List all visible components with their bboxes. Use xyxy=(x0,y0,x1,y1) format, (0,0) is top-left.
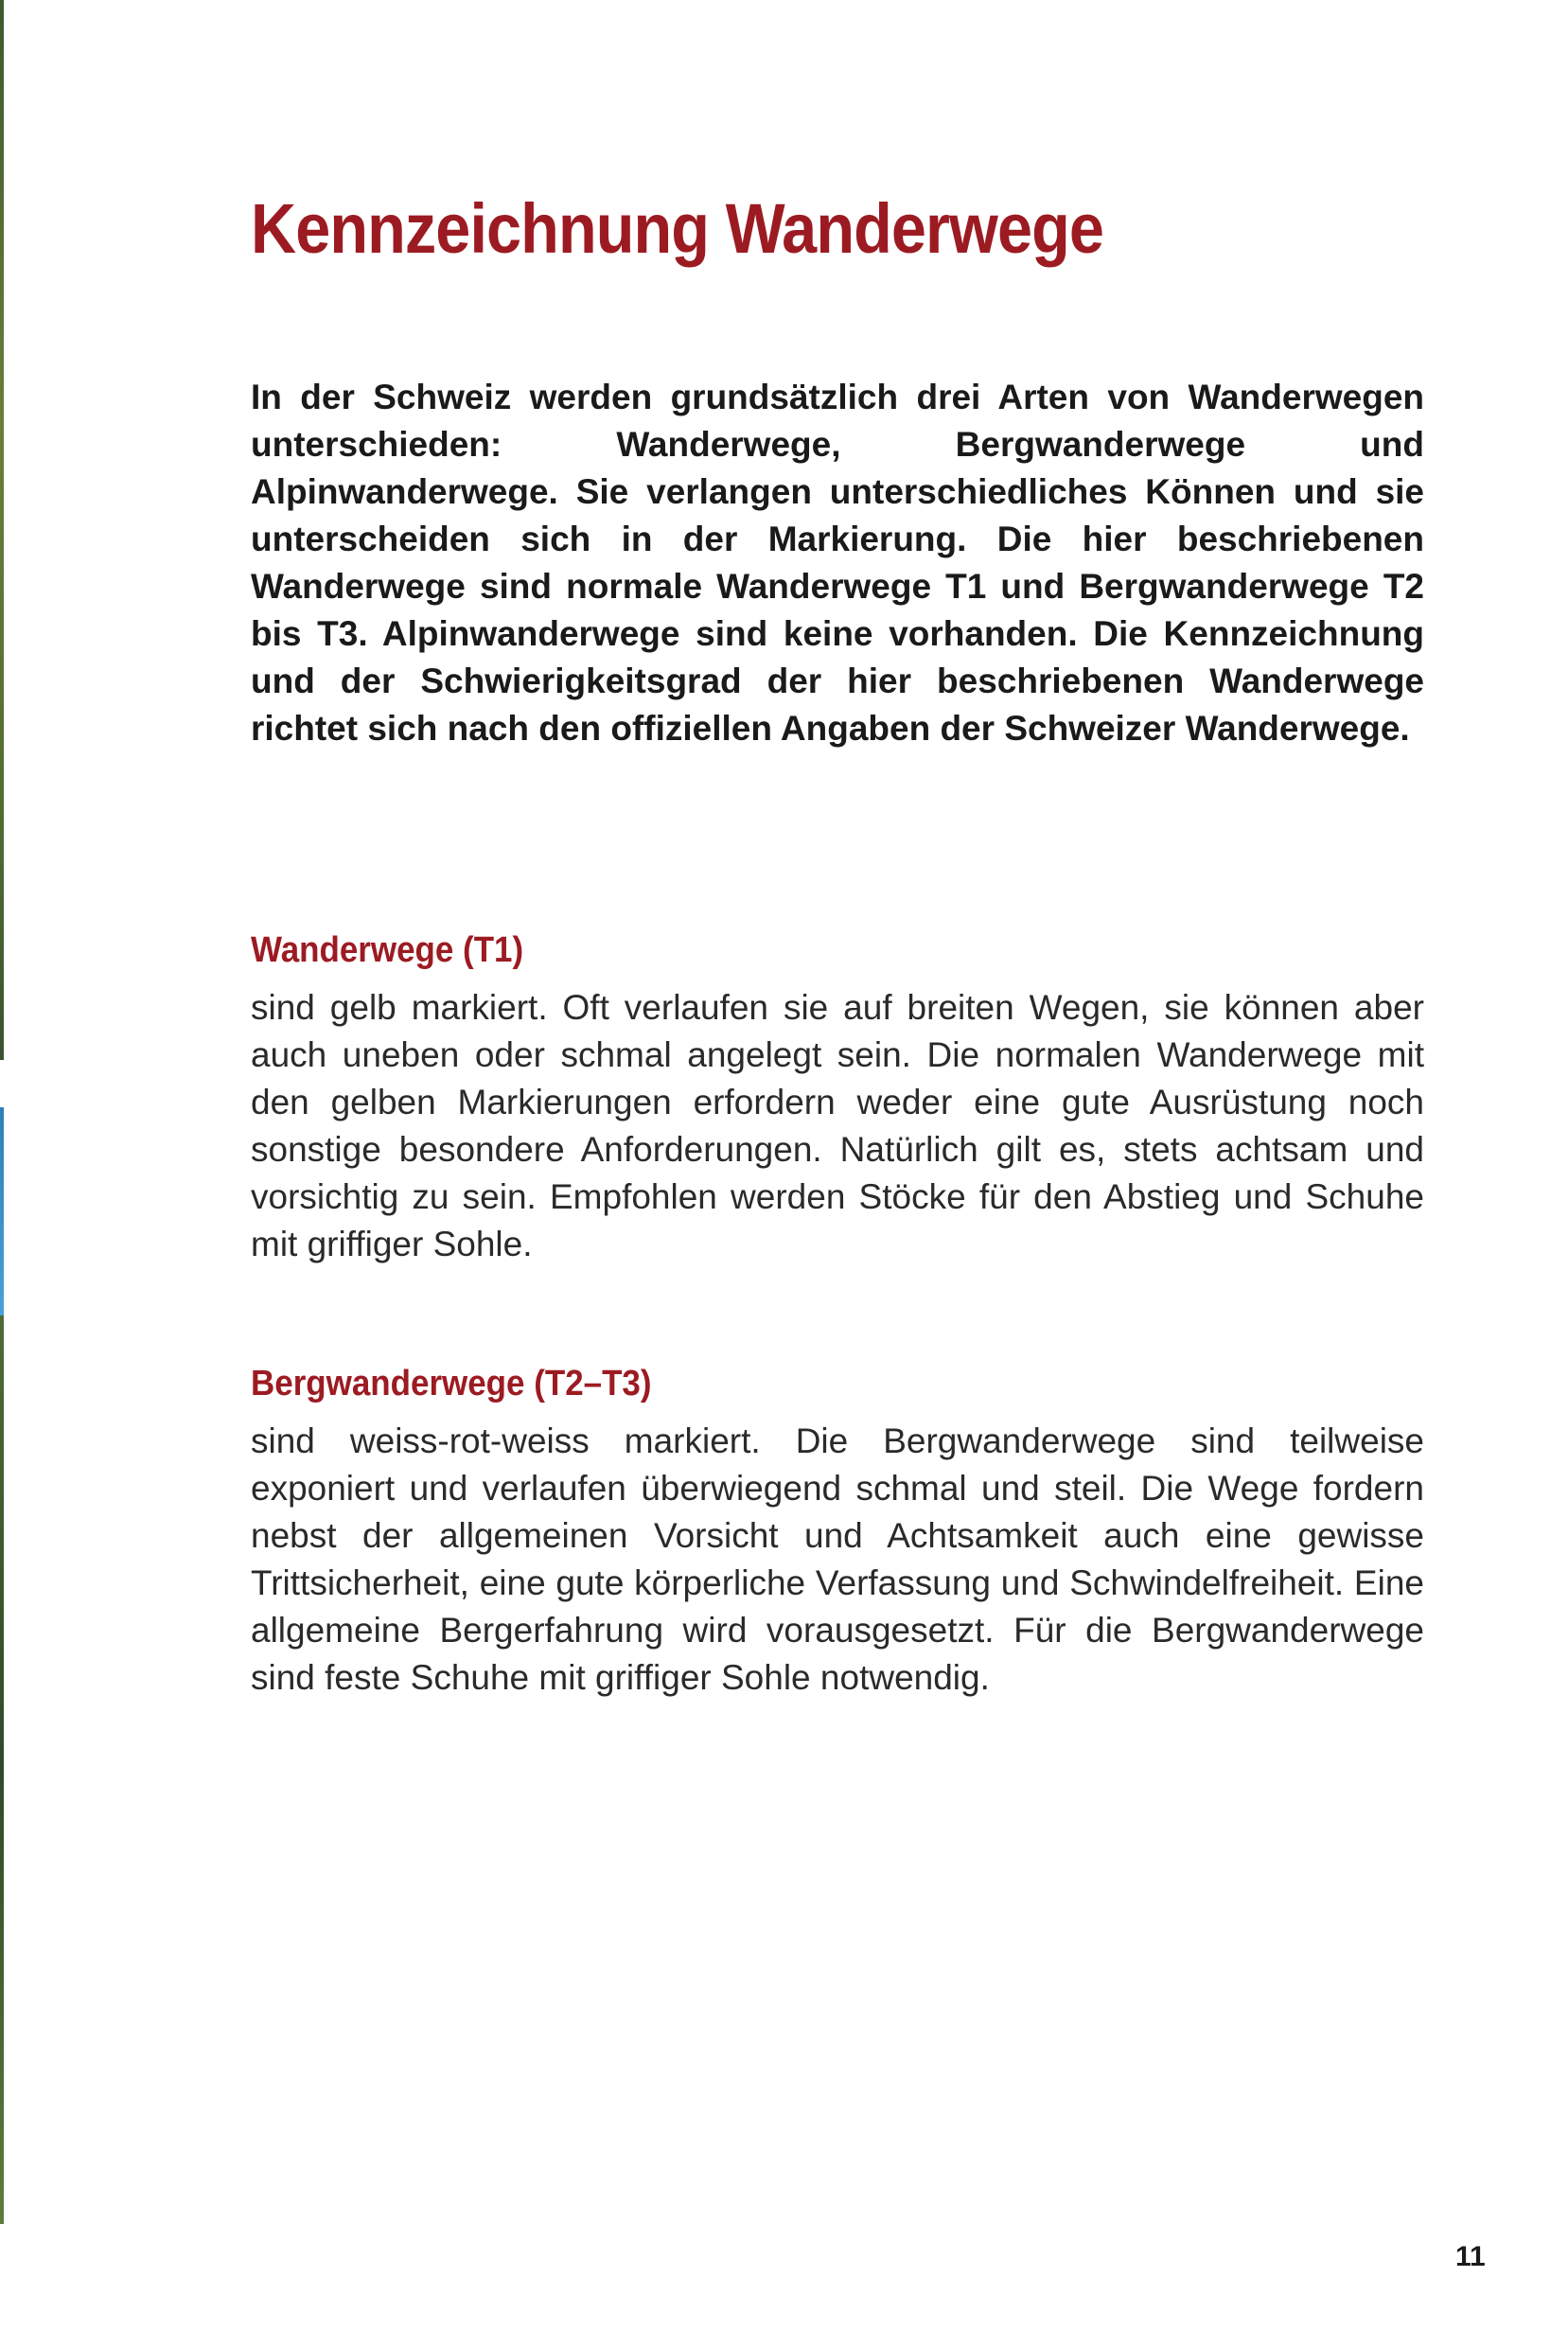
section-heading-t2-t3: Bergwanderwege (T2–T3) xyxy=(251,1364,652,1404)
page-title: Kennzeichnung Wanderwege xyxy=(251,189,1104,268)
section-heading-t1: Wanderwege (T1) xyxy=(251,930,524,970)
page-edge-photo-strip xyxy=(0,0,4,1060)
page-number: 11 xyxy=(1455,2241,1486,2272)
section-body-t1: sind gelb markiert. Oft verlaufen sie auf breiten Wegen, sie können aber auch uneben oder schmal angelegt sein. Die normalen Wanderwege mit den gelben Markierungen erfordern weder eine gute Ausrüstung noch sonstige besondere Anforderungen. Natürlich gilt es, stets achtsam und vorsichtig zu sein. Empfohlen werden Stöcke für den Abstieg und Schuhe mit griffiger Sohle. xyxy=(251,988,1424,1263)
section-body-t2-t3: sind weiss-rot-weiss markiert. Die Bergwanderwege sind teilweise exponiert und verlaufen überwiegend schmal und steil. Die Wege fordern nebst der allgemeinen Vorsicht und Achtsamkeit auch eine gewisse Trittsicherheit, eine gute körperliche Verfassung und Schwindelfreiheit. Eine allgemeine Bergerfahrung wird vorausgesetzt. Für die Bergwanderwege sind feste Schuhe mit griffiger Sohle notwendig. xyxy=(251,1421,1424,1697)
intro-paragraph: In der Schweiz werden grundsätzlich drei Arten von Wanderwegen unterschieden: Wanderwege, Bergwanderwege und Alpinwanderwege. Sie verlangen unterschiedliches Können und sie unterscheiden sich in der Markierung. Die hier beschriebenen Wanderwege sind normale Wanderwege T1 und Bergwanderwege T2 bis T3. Alpinwanderwege sind keine vorhanden. Die Kennzeichnung und der Schwierigkeitsgrad der hier beschriebenen Wanderwege richtet sich nach den offiziellen Angaben der Schweizer Wanderwege. xyxy=(251,378,1424,748)
page-edge-photo-strip xyxy=(0,1107,4,1315)
page-edge-photo-strip xyxy=(0,1315,4,2224)
